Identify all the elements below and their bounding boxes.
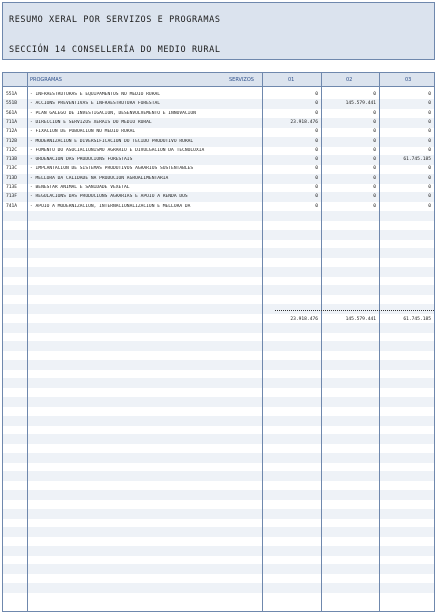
value-col-01: 0	[315, 194, 318, 200]
program-description: - MELLORA DA CALIDADE NA PRODUCIÓN AGROALIMENTARIA	[30, 175, 169, 181]
header-servizos: SERVIZOS	[229, 77, 254, 83]
value-col-03: 0	[428, 129, 431, 135]
value-col-02: 0	[373, 92, 376, 97]
value-col-01: 0	[315, 166, 318, 172]
program-description: - DIRECCIÓN E SERVIZOS XERAIS DO MEDIO RURAL	[30, 119, 152, 125]
value-col-02: 0	[373, 175, 376, 181]
value-col-02: 145.579.441	[345, 101, 376, 107]
empty-row	[3, 527, 434, 537]
value-col-03: 0	[428, 194, 431, 200]
empty-row	[3, 546, 434, 556]
value-col-01: 0	[315, 92, 318, 97]
empty-row	[3, 230, 434, 240]
program-code: 561A	[6, 110, 18, 116]
empty-row	[3, 416, 434, 426]
empty-row	[3, 490, 434, 500]
value-col-01: 0	[315, 110, 318, 116]
value-col-01: 23.918.476	[290, 119, 318, 125]
program-description: - IMPLANTACIÓN DE SISTEMAS PRODUTIVOS AGRARIOS SUSTENTABLES	[30, 166, 194, 172]
value-col-01: 0	[315, 147, 318, 153]
summary-table	[2, 72, 435, 612]
report-title: RESUMO XERAL POR SERVIZOS E PROGRAMAS	[9, 15, 221, 25]
value-col-02: 0	[373, 203, 376, 209]
program-description: - BENESTAR ANIMAL E SANIDADE VEXETAL	[30, 185, 130, 190]
empty-row	[3, 267, 434, 277]
header-col-03: 03	[405, 77, 412, 83]
program-code: 713D	[6, 175, 18, 181]
value-col-03: 0	[428, 166, 431, 172]
column-divider	[27, 73, 28, 611]
value-col-03: 0	[428, 147, 431, 153]
value-col-01: 0	[315, 185, 318, 190]
program-code: 712A	[6, 129, 18, 135]
empty-row	[3, 453, 434, 463]
value-col-02: 0	[373, 166, 376, 172]
value-col-01: 0	[315, 101, 318, 107]
header-col-01: 01	[288, 77, 295, 83]
value-col-03: 0	[428, 175, 431, 181]
totals-separator	[275, 310, 434, 311]
table-header-row	[3, 73, 434, 87]
empty-row	[3, 323, 434, 333]
program-description: - APOIO Á MODERNIZACIÓN, INTERNACIONALIZACIÓN E MELLORA DA	[30, 203, 191, 209]
value-col-03: 0	[428, 110, 431, 116]
program-description: - PLAN GALEGO DE INVESTIGACIÓN, DESENVOLVEMENTO E INNOVACIÓN	[30, 110, 196, 116]
program-description: - FIXACIÓN DE POBOACIÓN NO MEDIO RURAL	[30, 129, 136, 135]
column-divider	[262, 73, 263, 611]
program-description: - REGULACIÓNS DAS PRODUCIÓNS AGRARIAS E APOIO Á RENDA DOS	[30, 194, 188, 200]
column-divider	[379, 73, 380, 611]
program-description: - ACCIÓNS PREVENTIVAS E INFRAESTRUTURA FORESTAL	[30, 101, 160, 107]
program-description: - ORDENACIÓN DAS PRODUCIÓNS FORESTAIS	[30, 157, 133, 163]
value-col-03: 0	[428, 101, 431, 107]
value-col-03: 0	[428, 185, 431, 190]
value-col-03: 0	[428, 138, 431, 144]
value-col-02: 0	[373, 157, 376, 163]
empty-row	[3, 397, 434, 407]
value-col-01: 0	[315, 157, 318, 163]
empty-row	[3, 341, 434, 351]
program-code: 551A	[6, 92, 18, 97]
header-programas: PROGRAMAS	[30, 77, 62, 83]
empty-row	[3, 564, 434, 574]
program-code: 713B	[6, 157, 18, 163]
empty-row	[3, 509, 434, 519]
value-col-01: 0	[315, 138, 318, 144]
value-col-01: 0	[315, 129, 318, 135]
program-code: 712C	[6, 147, 18, 153]
program-description: - MODERNIZACIÓN E DIVERSIFICACIÓN DO TECIDO PRODUTIVO RURAL	[30, 138, 194, 144]
value-col-02: 0	[373, 138, 376, 144]
empty-row	[3, 434, 434, 444]
empty-row	[3, 304, 434, 314]
program-description: - INFRAESTRUTURAS E EQUIPAMENTOS NO MEDIO RURAL	[30, 92, 160, 97]
total-col-03: 61.745.185	[403, 317, 431, 322]
empty-row	[3, 360, 434, 370]
value-col-03: 0	[428, 119, 431, 125]
value-col-02: 0	[373, 194, 376, 200]
value-col-02: 0	[373, 119, 376, 125]
program-code: 712B	[6, 138, 18, 144]
report-section: SECCIÓN 14 CONSELLERÍA DO MEDIO RURAL	[9, 45, 221, 55]
empty-row	[3, 285, 434, 295]
value-col-02: 0	[373, 147, 376, 153]
value-col-02: 0	[373, 129, 376, 135]
empty-row	[3, 471, 434, 481]
value-col-01: 0	[315, 203, 318, 209]
empty-row	[3, 248, 434, 258]
total-col-01: 23.918.476	[290, 317, 318, 322]
program-code: 551B	[6, 101, 18, 107]
program-code: 713C	[6, 166, 18, 172]
value-col-03: 61.745.185	[403, 157, 431, 163]
empty-row	[3, 378, 434, 388]
value-col-02: 0	[373, 185, 376, 190]
total-col-02: 145.579.441	[345, 317, 376, 322]
program-code: 711A	[6, 119, 18, 125]
empty-row	[3, 211, 434, 221]
value-col-02: 0	[373, 110, 376, 116]
value-col-03: 0	[428, 203, 431, 209]
value-col-01: 0	[315, 175, 318, 181]
column-divider	[321, 73, 322, 611]
empty-row	[3, 583, 434, 593]
value-col-03: 0	[428, 92, 431, 97]
program-description: - FOMENTO DO ASOCIACIONISMO AGRARIO E DIVULGACIÓN DA TECNOLOXÍA	[30, 147, 205, 153]
header-col-02: 02	[346, 77, 353, 83]
program-code: 713F	[6, 194, 18, 200]
program-code: 741A	[6, 203, 18, 209]
program-code: 713E	[6, 185, 18, 190]
report-header	[2, 2, 435, 60]
